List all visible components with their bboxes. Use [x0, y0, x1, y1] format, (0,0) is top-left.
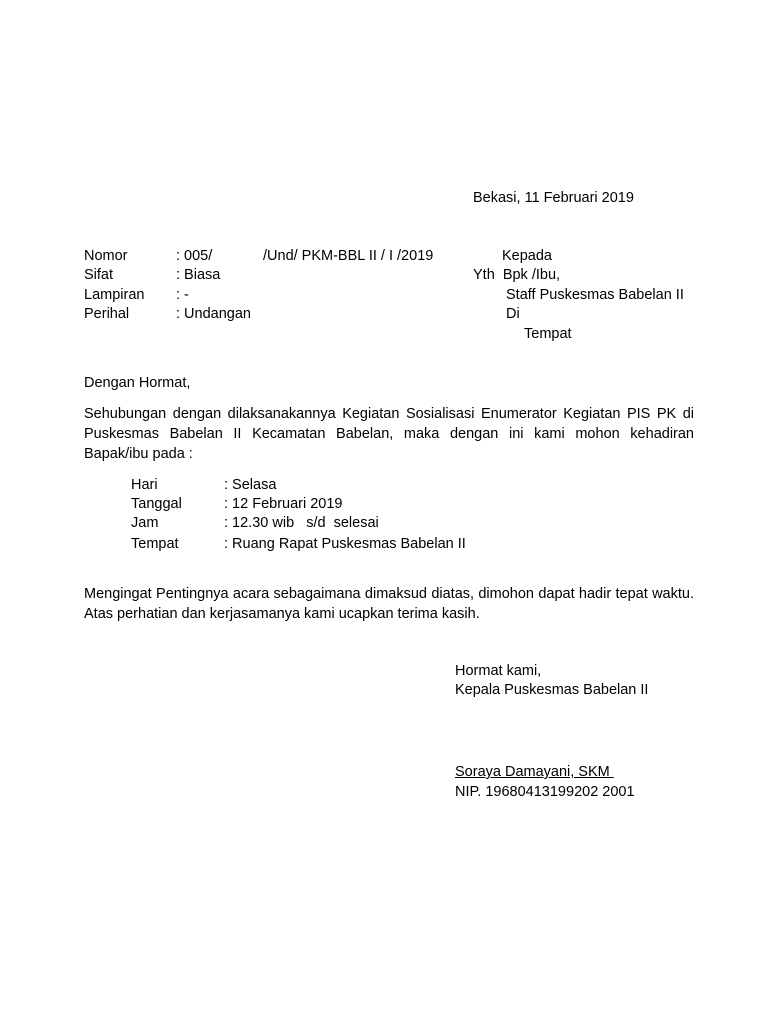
- recipient-staff: Staff Puskesmas Babelan II: [506, 287, 684, 303]
- lampiran-value: : -: [176, 287, 189, 303]
- place-date: Bekasi, 11 Februari 2019: [473, 190, 634, 206]
- tanggal-label: Tanggal: [131, 496, 182, 512]
- tempat-value: : Ruang Rapat Puskesmas Babelan II: [224, 536, 466, 552]
- nomor-value: : 005/: [176, 248, 213, 264]
- body-paragraph-1: Sehubungan dengan dilaksanakannya Kegiatan Sosialisasi Enumerator Kegiatan PIS PK di Puskesmas Babelan II Kecamatan Babelan, maka dengan ini kami mohon kehadiran Bapak/ibu pada :: [84, 406, 694, 462]
- jam-label: Jam: [131, 515, 159, 531]
- recipient-di: Di: [506, 306, 520, 322]
- recipient-tempat: Tempat: [524, 326, 572, 342]
- perihal-label: Perihal: [84, 306, 130, 322]
- nomor-suffix: /Und/ PKM-BBL II / I /2019: [263, 248, 434, 264]
- recipient-yth: Yth Bpk /Ibu,: [473, 267, 561, 283]
- lampiran-label: Lampiran: [84, 287, 145, 303]
- recipient-kepada: Kepada: [502, 248, 552, 264]
- tempat-label: Tempat: [131, 536, 179, 552]
- body-paragraph-2: Mengingat Pentingnya acara sebagaimana dimaksud diatas, dimohon dapat hadir tepat waktu. Atas perhatian dan kerjasamanya kami ucapkan terima kasih.: [84, 586, 694, 622]
- sifat-value: : Biasa: [176, 267, 221, 283]
- signatory-nip: NIP. 19680413199202 2001: [455, 784, 635, 800]
- signatory-name: Soraya Damayani, SKM: [455, 764, 614, 780]
- perihal-value: : Undangan: [176, 306, 251, 322]
- sifat-label: Sifat: [84, 267, 114, 283]
- jam-value: : 12.30 wib s/d selesai: [224, 515, 379, 531]
- closing-title: Kepala Puskesmas Babelan II: [455, 682, 649, 698]
- greeting: Dengan Hormat,: [84, 375, 191, 391]
- hari-value: : Selasa: [224, 477, 277, 493]
- closing-hormat: Hormat kami,: [455, 663, 542, 679]
- nomor-label: Nomor: [84, 248, 128, 264]
- tanggal-value: : 12 Februari 2019: [224, 496, 343, 512]
- hari-label: Hari: [131, 477, 158, 493]
